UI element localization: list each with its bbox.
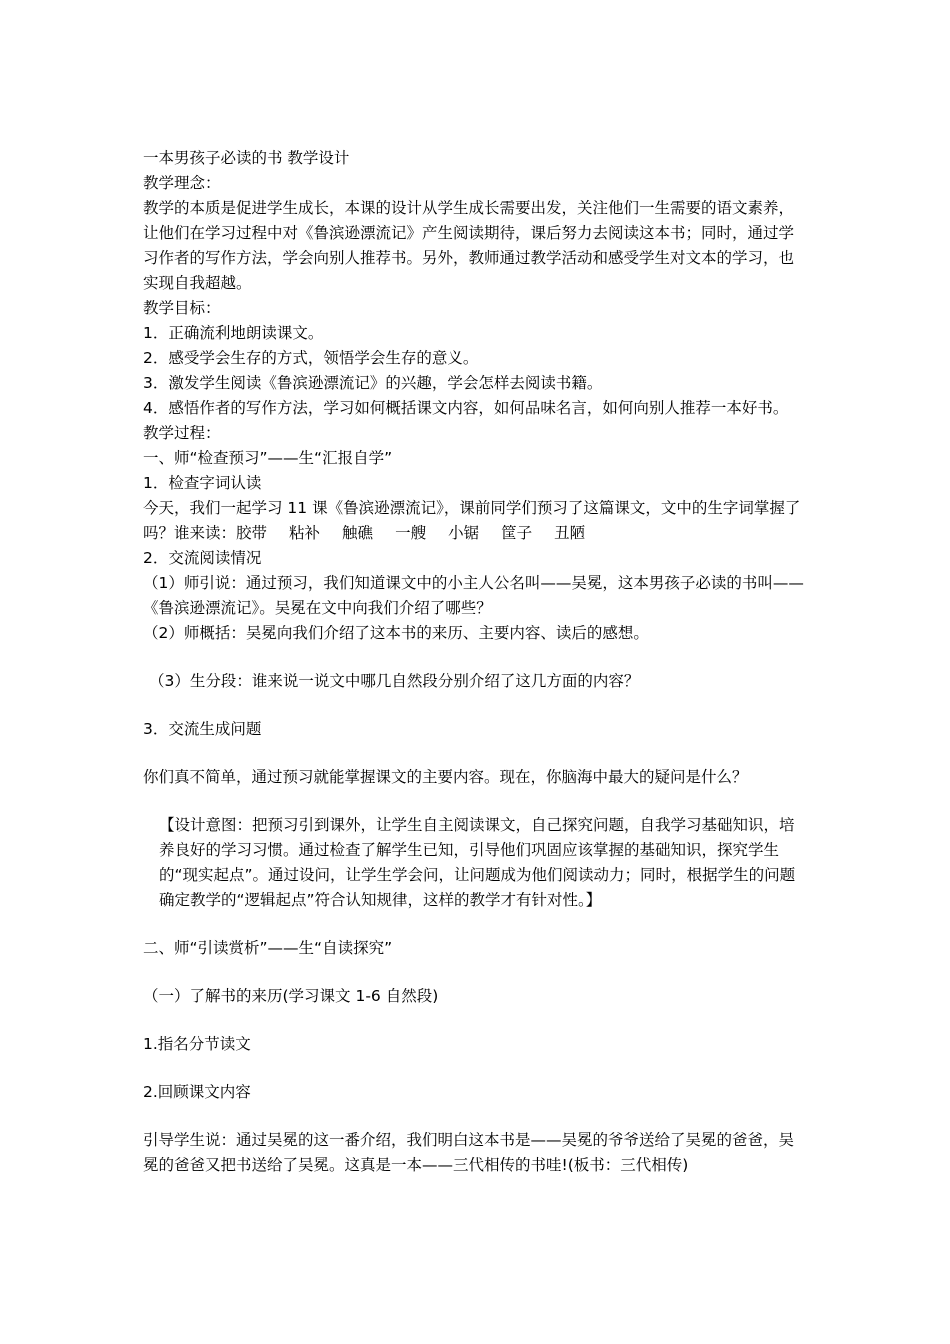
s1-item1-paragraph [143,496,808,546]
s2-sub1-heading: （一）了解书的来历(学习课文 1-6 自然段) [143,987,439,1005]
vocab-word: 一艘 [395,524,427,542]
s1-item2-p3: （3）生分段：谁来说一说文中哪几自然段分别介绍了这几方面的内容？ [149,672,640,690]
process-heading: 教学过程： [143,424,221,442]
s1-item1-heading: 1．检查字词认读 [143,474,262,492]
philosophy-text: 教学的本质是促进学生成长，本课的设计从学生成长需要出发，关注他们一生需要的语文素养，让他们在学习过程中对《鲁滨逊漂流记》产生阅读期待，课后努力去阅读这本书；同时，通过学习作者的写作方法，学会向别人推荐书。另外，教师通过教学活动和感受学生对文本的学习，也实现自我超越。 [143,199,795,292]
design-intent: 【设计意图：把预习引到课外，让学生自主阅读课文，自己探究问题，自我学习基础知识，培养良好的学习习惯。通过检查了解学生已知，引导他们巩固应该掌握的基础知识，探究学生的“现实起点”。通过设问，让学生学会问，让问题成为他们阅读动力；同时，根据学生的问题确定教学的“逻辑起点”符合认知规律，这样的教学才有针对性。】 [159,816,796,909]
goal-item: 1．正确流利地朗读课文。 [143,324,324,342]
vocab-word: 筐子 [501,524,533,542]
s2-item2-text: 引导学生说：通过吴冕的这一番介绍，我们明白这本书是——吴冕的爷爷送给了吴冕的爸爸，吴冕的爸爸又把书送给了吴冕。这真是一本——三代相传的书哇!(板书：三代相传) [143,1131,795,1174]
vocab-word: 粘补 [289,524,321,542]
vocab-word: 胶带 [236,524,268,542]
goal-item: 4．感悟作者的写作方法，学习如何概括课文内容，如何品味名言，如何向别人推荐一本好书。 [143,399,789,417]
document-body [143,146,808,1178]
vocab-word: 触礁 [342,524,374,542]
section1-heading: 一、师“检查预习”——生“汇报自学” [143,449,393,467]
goal-item: 3．激发学生阅读《鲁滨逊漂流记》的兴趣，学会怎样去阅读书籍。 [143,374,603,392]
s1-item2-p2: （2）师概括：吴冕向我们介绍了这本书的来历、主要内容、读后的感想。 [143,624,649,642]
philosophy-heading: 教学理念： [143,174,221,192]
s1-item3-heading: 3．交流生成问题 [143,720,262,738]
s1-item2-heading: 2．交流阅读情况 [143,549,262,567]
vocab-word: 丑陋 [554,524,586,542]
goals-heading: 教学目标： [143,299,221,317]
s1-item1-text: 今天，我们一起学习 11 课《鲁滨逊漂流记》，课前同学们预习了这篇课文，文中的生字词掌握了吗？谁来读： [143,499,801,542]
s2-item1: 1.指名分节读文 [143,1035,251,1053]
s2-item2: 2.回顾课文内容 [143,1083,251,1101]
s1-item2-p1: （1）师引说：通过预习，我们知道课文中的小主人公名叫——吴冕，这本男孩子必读的书叫——《鲁滨逊漂流记》。吴冕在文中向我们介绍了哪些？ [143,574,804,617]
s1-item3-text: 你们真不简单，通过预习就能掌握课文的主要内容。现在，你脑海中最大的疑问是什么？ [143,768,748,786]
vocab-word: 小锯 [448,524,480,542]
goal-item: 2．感受学会生存的方式，领悟学会生存的意义。 [143,349,479,367]
document-title: 一本男孩子必读的书 教学设计 [143,149,350,167]
section2-heading: 二、师“引读赏析”——生“自读探究” [143,939,393,957]
